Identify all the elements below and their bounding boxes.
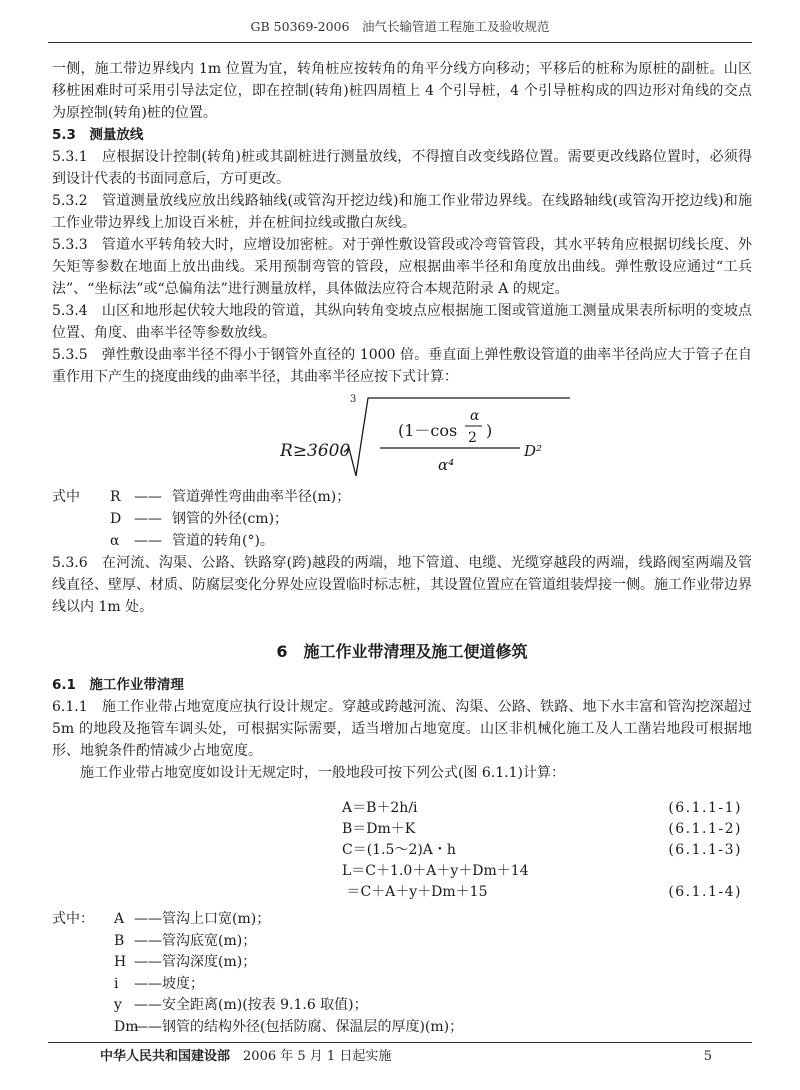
formula-denom: α⁴: [438, 456, 455, 474]
definition-row: [52, 995, 752, 1017]
def-dash: ——: [134, 489, 162, 505]
def-text: 管道弹性弯曲曲率半径(m)；: [172, 489, 351, 505]
formula-expression: C＝(1.5～2)A・h: [342, 842, 456, 858]
formula-definitions: [52, 486, 752, 552]
curvature-formula: [52, 390, 752, 486]
formula-numer-right: ): [486, 421, 493, 440]
def-text: ——安全距离(m)(按表 9.1.6 取值)；: [134, 997, 368, 1013]
def-symbol: y: [114, 997, 122, 1013]
footer-date: 2006 年 5 月 1 日起实施: [243, 1049, 392, 1064]
section-heading-5-3: 5.3 测量放线: [52, 127, 144, 143]
def-text: ——坡度；: [134, 975, 204, 992]
def-dash: ——: [134, 511, 162, 527]
definition-row: [52, 530, 752, 552]
formula-frac-bottom: 2: [468, 430, 477, 446]
definition-row: [52, 952, 752, 974]
formula-row: [342, 861, 742, 882]
def-symbol: Dm: [114, 1018, 139, 1035]
formula-row: [342, 840, 742, 861]
formula-numer-left: (1－cos: [398, 421, 458, 440]
clause-5-3-1: 5.3.1 应根据设计控制(转角)桩或其副桩进行测量放线，不得擅自改变线路位置。需要更改线路位置时，必须得到设计代表的书面同意后，方可更改。: [52, 149, 752, 187]
definition-row: [52, 974, 752, 996]
def-symbol: i: [114, 975, 119, 992]
formula-root-index: 3: [350, 394, 357, 405]
page-header: [48, 14, 752, 43]
clause-6-1-1: 6.1.1 施工作业带占地宽度应执行设计规定。穿越或跨越河流、沟渠、公路、铁路、地下水丰富和管沟挖深超过 5m 的地段及拖管车调头处，可根据实际需要，适当增加占地宽度。山区非机械化施工及人工凿岩地段可根据地形、地貌条件酌情减少占地宽度。: [52, 699, 752, 759]
formula-number: (6.1.1-4): [668, 884, 742, 900]
section-heading-6-1: 6.1 施工作业带清理: [52, 677, 184, 693]
formula-number: (6.1.1-3): [668, 842, 742, 858]
header-title: GB 50369-2006 油气长输管道工程施工及验收规范: [250, 19, 550, 34]
clause-5-3-2: 5.3.2 管道测量放线应放出线路轴线(或管沟开挖边线)和施工作业带边界线。在线路轴线(或管沟开挖边线)和施工作业带边界线上加设百米桩，并在桩间拉线或撒白灰线。: [52, 193, 752, 231]
def-symbol: H: [114, 954, 127, 970]
footer-issuer: 中华人民共和国建设部: [100, 1049, 231, 1064]
def-text: 钢管的外径(cm)；: [172, 511, 289, 527]
defs-lead-label: 式中: [52, 489, 80, 505]
clause-5-3-5: 5.3.5 弹性敷设曲率半径不得小于钢管外直径的 1000 倍。垂直面上弹性敷设管道的曲率半径尚应大于管子在自重作用下产生的挠度曲线的曲率半径，其曲率半径应按下式计算：: [52, 347, 752, 385]
formula-number: (6.1.1-2): [668, 821, 742, 837]
clause-5-3-4: 5.3.4 山区和地形起伏较大地段的管道，其纵向转角变坡点应根据施工图或管道施工测量成果表所标明的变坡点位置、角度、曲率半径等参数放线。: [52, 303, 752, 341]
formula-frac-top: α: [470, 408, 480, 424]
page-body: [52, 58, 752, 1038]
formula-row: [342, 819, 742, 840]
def-symbol: R: [110, 489, 121, 505]
formula-expression: ＝C＋A＋y＋Dm＋15: [342, 884, 488, 900]
def-text: ——钢管的结构外径(包括防腐、保温层的厚度)(m)；: [134, 1018, 464, 1035]
definition-row: [52, 1017, 752, 1039]
width-formulas: [342, 798, 742, 903]
clause-5-3-3: 5.3.3 管道水平转角较大时，应增设加密桩。对于弹性敷设管段或冷弯管管段，其水平转角应根据切线长度、外矢矩等参数在地面上放出曲线。采用预制弯管的管段，应根据曲率半径和角度放出曲线。弹性敷设应通过“工兵法”、“坐标法”或“总偏角法”进行测量放样，具体做法应符合本规范附录 A 的规定。: [52, 237, 752, 297]
definition-row: [52, 909, 752, 931]
formula-number: (6.1.1-1): [668, 800, 742, 816]
formula-expression: L＝C＋1.0＋A＋y＋Dm＋14: [342, 863, 529, 879]
def-text: ——管沟底宽(m)；: [134, 932, 257, 949]
page-footer: [48, 1042, 752, 1071]
formula-row: [342, 798, 742, 819]
formula-expression: B＝Dm＋K: [342, 821, 416, 837]
width-formula-definitions: [52, 909, 752, 1038]
def-symbol: α: [110, 533, 120, 549]
definition-row: [52, 931, 752, 953]
clause-6-1-1-continued: 施工作业带占地宽度如设计无规定时，一般地段可按下列公式(图 6.1.1)计算：: [80, 765, 565, 781]
formula-graphic: [280, 390, 580, 486]
def-text: ——管沟上口宽(m)；: [134, 911, 271, 927]
def-symbol: B: [114, 932, 125, 949]
definition-row: [52, 486, 752, 508]
footer-issuer-line: [100, 1043, 391, 1071]
clause-5-3-6: 5.3.6 在河流、沟渠、公路、铁路穿(跨)越段的两端，地下管道、电缆、光缆穿越段的两端，线路阀室两端及管线直径、壁厚、材质、防腐层变化分界处应设置临时标志桩，其设置位置应在管道组装焊接一侧。施工作业带边界线以内 1m 处。: [52, 555, 752, 615]
intro-paragraph: 一侧，施工带边界线内 1m 位置为宜，转角桩应按转角的角平分线方向移动；平移后的桩称为原桩的副桩。山区移桩困难时可采用引导法定位，即在控制(转角)桩四周植上 4 个引导桩，4 个引导桩构成的四边形对角线的交点为原控制(转角)桩的位置。: [52, 61, 752, 121]
def-text: ——管沟深度(m)；: [134, 954, 257, 970]
defs-lead-label: 式中：: [52, 911, 94, 927]
formula-row: [342, 882, 742, 903]
chapter-6-title: 6 施工作业带清理及施工便道修筑: [276, 642, 528, 661]
def-dash: ——: [134, 533, 162, 549]
definition-row: [52, 508, 752, 530]
def-text: 管道的转角(°)。: [172, 533, 274, 549]
def-symbol: A: [114, 911, 125, 927]
formula-lhs: R≥3600: [280, 441, 351, 461]
formula-expression: A＝B＋2h/i: [342, 800, 418, 816]
def-symbol: D: [110, 511, 122, 527]
page-number: 5: [703, 1049, 712, 1064]
formula-d-term: D²: [524, 442, 543, 460]
